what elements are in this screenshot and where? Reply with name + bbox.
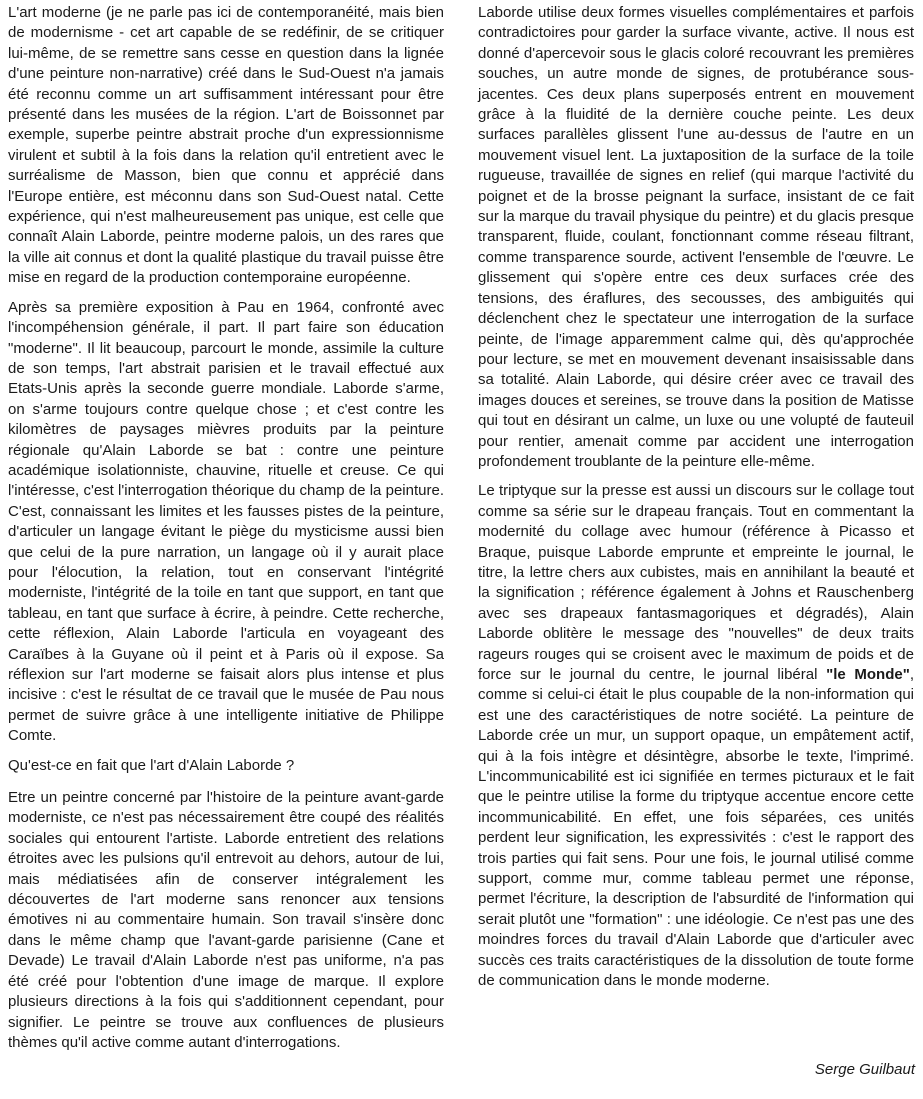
right-paragraph-2	[478, 481, 914, 991]
right-column	[478, 3, 914, 1001]
left-column	[8, 3, 444, 1062]
right-paragraph-2-text-after: , comme si celui-ci était le plus coupable de la non-information qui est une des caractéristiques de notre société. La peinture de Laborde crée un mur, un support opaque, un empâtement actif, qui à la fois intègre et désintègre, absorbe le texte, l'imprimé. L'incommunicabilité est ici signifiée en termes picturaux et le fait que le peintre utilise la forme du triptyque accentue encore cette incommunicabilité. En effet, une fois séparées, ces unités perdent leur signification, les expressivités : c'est le rapport des trois parties qui fait sens. Pour une fois, le journal utilisé comme support, comme mur, comme tableau permet une réponse, permet l'écriture, la description de l'absurdité de l'information qui serait plutôt une "formation" : une idéologie. Ce n'est pas une des moindres forces du travail d'Alain Laborde que d'articuler avec succès ces traits caractéristiques de la dissolution de toute forme de communication dans le monde moderne.	[478, 666, 914, 990]
left-paragraph-3: Etre un peintre concerné par l'histoire de la peinture avant-garde moderniste, ce n'est pas nécessairement être coupé des réalités sociales qui entourent l'artiste. Laborde entretient des relations étroites avec les pulsions qu'il entrevoit au dehors, autour de lui, mais médiatisées afin de conserver intégralement les découvertes de l'art moderne sans renoncer aux tensions émotives ni au commentaire humain. Son travail s'insère donc dans le même champ que l'avant-garde parisienne (Cane et Devade) Le travail d'Alain Laborde n'est pas uniforme, n'a pas été créé pour l'obtention d'une image de marque. Il explore plusieurs directions à la fois qui s'additionnent cependant, pour signifier. Le peintre se trouve aux confluences de plusieurs thèmes qu'il active comme autant d'interrogations.	[8, 789, 444, 1051]
right-paragraph-2-text-before: Le triptyque sur la presse est aussi un discours sur le collage tout comme sa série sur le drapeau français. Tout en commentant la modernité du collage avec humour (référence à Picasso et Braque, puisque Laborde emprunte et empreinte le journal, le titre, la lettre chers aux cubistes, mais en annihilant la beauté et la signification ; référence également à Johns et Rauschenberg avec ses drapeaux fantasmagoriques et dégradés), Alain Laborde oblitère le message des "nouvelles" de deux traits rageurs rouges qui se croisent avec le maximum de poids et de force sur le journal du centre, le journal libéral	[478, 482, 914, 683]
left-paragraph-2: Après sa première exposition à Pau en 1964, confronté avec l'incompéhension générale, il part. Il part faire son éducation "moderne". Il lit beaucoup, parcourt le monde, assimile la culture de son temps, l'art abstrait parisien et le travail effectué aux Etats-Unis après la seconde guerre mondiale. Laborde s'arme, on s'arme toujours contre quelque chose ; et c'est contre les kilomètres de paysages mièvres produits par la peinture régionale qu'Alain Laborde se bat : contre une peinture académique isolationniste, chauvine, rituelle et creuse. Ce qui l'intéresse, c'est l'interrogation théorique du champ de la peinture. C'est, connaissant les limites et les fausses pistes de la peinture, d'articuler un langage évitant le piège du mysticisme aussi bien que celui de la pure narration, un langage où il y aurait place pour l'élocution, la relation, tout en conservant l'intégrité moderniste, l'intégrité de la toile en tant que support, en tant que tableau, en tant que surface à écrire, à peindre. Cette recherche, cette réflexion, Alain Laborde l'articula en voyageant des Caraïbes à la Guyane où il peint et à Paris où il expose. Sa réflexion sur l'art moderne se faisait alors plus intense et plus incisive : c'est le résultat de ce travail que le musée de Pau nous permet de suivre grâce à une intelligente initiative de Philippe Comte.	[8, 298, 444, 745]
le-monde-title: "le Monde"	[826, 666, 910, 683]
right-paragraph-1: Laborde utilise deux formes visuelles complémentaires et parfois contradictoires pour garder la surface vivante, active. Il nous est donné d'apercevoir sous le glacis coloré recouvrant les premières souches, un autre monde de signes, de protubérance sous-jacentes. Ces deux plans superposés entrent en mouvement grâce à la fluidité de la dernière couche peinte. Les deux surfaces parallèles glissent l'une au-dessus de l'autre en un mouvement visuel lent. La juxtaposition de la surface de la toile rugueuse, travaillée de signes en relief (qui marque l'activité du poignet et de la brosse peignant la surface, insistant de ce fait sur la marque du travail physique du peintre) et du glacis presque transparent, fluide, coulant, fonctionnant comme réseau filtrant, comme transparence sourde, activent l'ensemble de l'œuvre. Le glissement qui s'opère entre ces deux surfaces crée des tensions, des éraflures, des secousses, des ambiguités qui déclenchent chez le spectateur une interrogation de la surface peinte, de l'image apparemment calme qui, dès qu'approchée pour lecture, se met en mouvement devenant insaisissable dans sa totalité. Alain Laborde, qui désire créer avec ce travail des images douces et sereines, se trouve dans la position de Matisse qui tout en désirant un calme, un luxe ou une volupté de fauteuil pour rentier, amenait comme par accident une interrogation profondement troublante de la peinture elle-même.	[478, 4, 914, 470]
section-question: Qu'est-ce en fait que l'art d'Alain Laborde ?	[8, 756, 295, 774]
left-paragraph-1: L'art moderne (je ne parle pas ici de contemporanéité, mais bien de modernisme - cet art capable de se redéfinir, de se critiquer lui-même, de se remettre sans cesse en question dans la lignée d'une peinture non-narrative) créé dans le Sud-Ouest n'a jamais été reconnu comme un art suffisamment intéressant pour être présenté dans les musées de la région. L'art de Boissonnet par exemple, superbe peintre abstrait proche d'un expressionnisme virulent et subtil à la fois dans la relation qu'il entretient avec le surréalisme de Masson, bien que connu et apprécié dans l'Europe entière, est méconnu dans son Sud-Ouest natal. Cette expérience, qui n'est malheureusement pas unique, est celle que connaît Alain Laborde, peintre moderne palois, un des rares que la ville ait connus et dont la qualité plastique du travail puisse être mise en regard de la production contemporaine européenne.	[8, 4, 444, 287]
author-signature: Serge Guilbaut	[814, 1061, 915, 1078]
